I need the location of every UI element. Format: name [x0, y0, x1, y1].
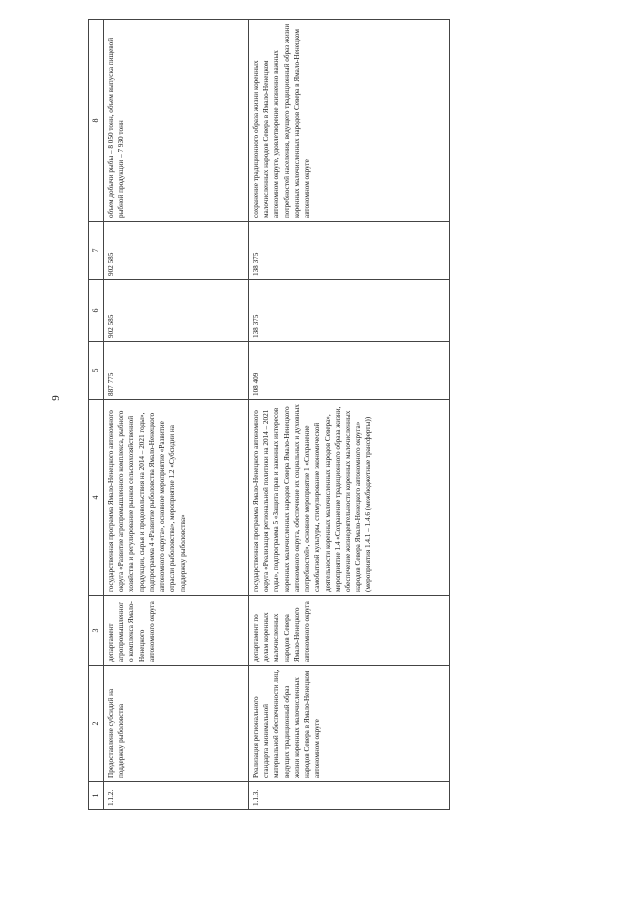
value-col6 — [249, 280, 450, 342]
column-number: 3 — [89, 596, 104, 666]
value-col5: 887 775 — [104, 342, 249, 400]
page-number: 9 — [50, 395, 62, 401]
executor-cell: департамент агропромышленного комплекса Ямало-Ненецкого автономного округа — [104, 596, 249, 666]
result-cell: сохранение традиционного образа жизни коренных малочисленных народов Севера в Ямало-Ненецком автономном округе, удовлетворение жизненно важных потребностей населения, ведущего традиционный образ жизни коренных малочисленных народов Севера в Ямало-Ненецком автономном округе — [249, 20, 450, 222]
activity-cell: Предоставление субсидий на поддержку рыболовства — [104, 666, 249, 782]
column-number: 2 — [89, 666, 104, 782]
program-cell: государственная программа Ямало-Ненецкого автономного округа «Реализация региональной политики на 2014 – 2021 годы», подпрограмма 5 «Защита прав и законных интересов коренных малочисленных народов Севера Ямало-Ненецкого автономного округа, обеспечение их социальных и духовных потребностей», основное мероприятие 1 «Сохранение самобытной культуры, стимулирование экономической деятельности коренных малочисленных народов Севера», мероприятие 1.4 «Сохранение традиционного образа жизни, обеспечение жизнедеятельности коренных малочисленных народов Севера Ямало-Ненецкого автономного округа» (мероприятия 1.4.1 – 1.4.6 (межбюджетные трансферты)) — [249, 400, 450, 596]
result-cell: объем добычи рыбы – 8 050 тонн, объем выпуска пищевой рыбной продукции – 7 930 тонн — [104, 20, 249, 222]
value-col7-text: 138 375 — [252, 252, 260, 276]
column-number: 4 — [89, 400, 104, 596]
column-number: 5 — [89, 342, 104, 400]
program-table — [88, 19, 450, 810]
column-number: 1 — [89, 782, 104, 810]
row-number: 1.1.3. — [249, 782, 450, 810]
value-col6-text: 138 375 — [252, 314, 260, 338]
activity-cell: Реализация регионального стандарта минимальной материальной обеспеченности лиц, ведущих традиционный образ жизни коренных малочисленных народов Севера в Ямало-Ненецком автономном округе — [249, 666, 450, 782]
column-number: 6 — [89, 280, 104, 342]
table-row — [104, 20, 249, 810]
column-number-row — [89, 20, 104, 810]
value-col6: 902 585 — [104, 280, 249, 342]
table-row — [249, 20, 450, 810]
column-number: 7 — [89, 222, 104, 280]
rotated-page — [50, 20, 438, 810]
executor-cell: департамент по делам коренных малочисленных народов Севера Ямало-Ненецкого автономного округа — [249, 596, 450, 666]
column-number: 8 — [89, 20, 104, 222]
value-col7: 902 585 — [104, 222, 249, 280]
value-col7 — [249, 222, 450, 280]
row-number: 1.1.2. — [104, 782, 249, 810]
value-col5: 108 409 — [249, 342, 450, 400]
program-cell: государственная программа Ямало-Ненецкого автономного округа «Развитие агропромышленного комплекса, рыбного хозяйства и регулирование рынков сельскохозяйственной продукции, сырья и продовольствия на 2014 – 2021 годы», подпрограмма 4 «Развитие рыболовства Ямало-Ненецкого автономного округа», основное мероприятие «Развитие отрасли рыболовства», мероприятие 1.2 «Субсидии на поддержку рыболовства» — [104, 400, 249, 596]
